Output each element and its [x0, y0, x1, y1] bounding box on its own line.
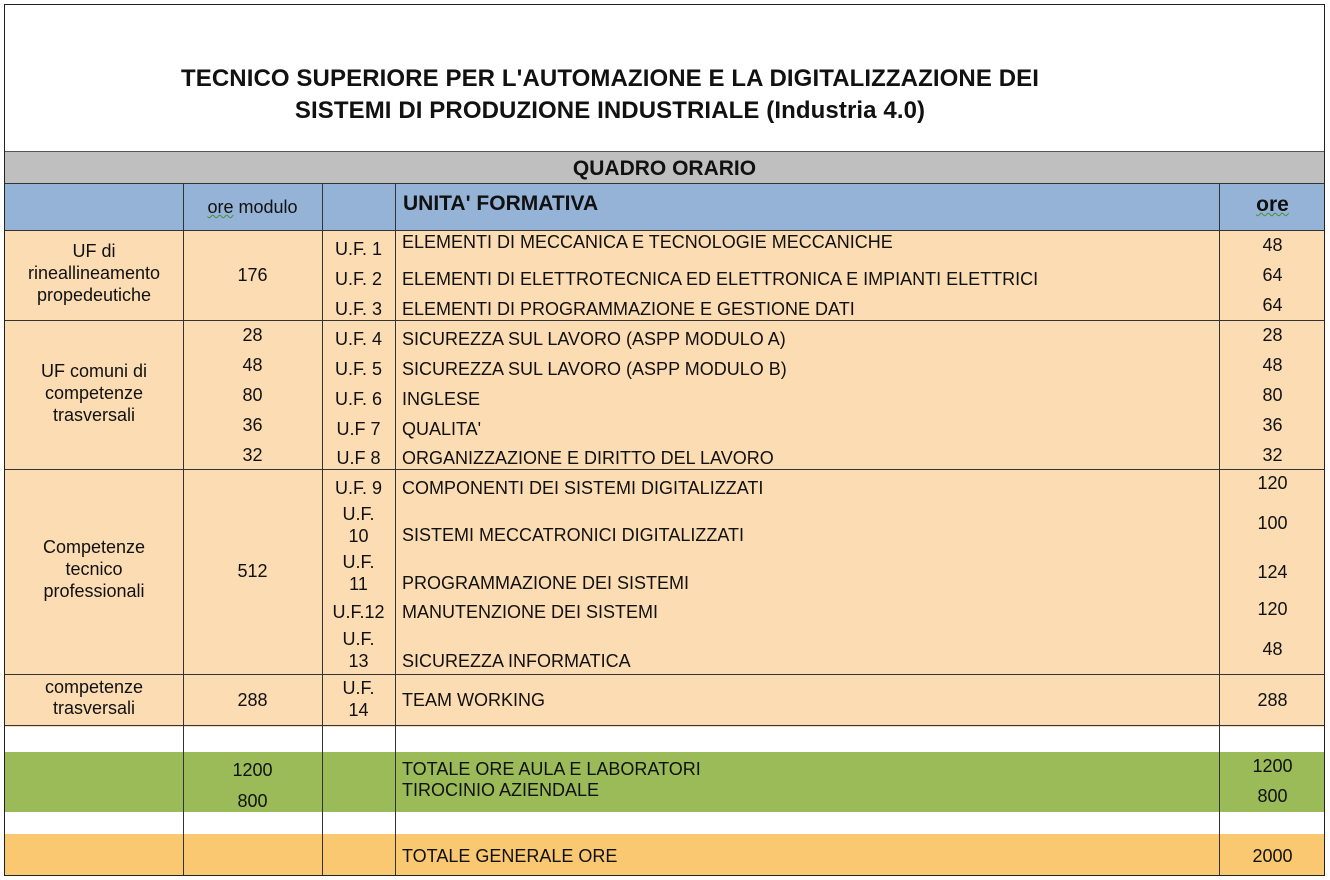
- group-divider-4: [5, 725, 1324, 726]
- total-aula-label: TOTALE ORE AULA E LABORATORI: [402, 759, 701, 779]
- group-label-trasversali: [5, 677, 183, 719]
- unit-code-line: U.F.: [342, 629, 375, 649]
- header-unita-formativa: UNITA' FORMATIVA: [403, 192, 599, 215]
- document-title: [5, 63, 1215, 127]
- unit-code: U.F 8: [336, 448, 381, 468]
- group-label-comuni: [5, 360, 183, 426]
- title-line-2: SISTEMI DI PRODUZIONE INDUSTRIALE (Industria 4.0): [294, 97, 926, 124]
- unit-code: [322, 503, 395, 547]
- total-aula-ore: 1200: [1252, 756, 1293, 776]
- group-label-line: tecnico: [65, 559, 123, 579]
- unit-name: ELEMENTI DI ELETTROTECNICA ED ELETTRONICA E IMPIANTI ELETTRICI: [402, 269, 1039, 289]
- unit-ore: 64: [1262, 265, 1283, 285]
- unit-ore: 32: [1262, 445, 1283, 465]
- header-ore: [1219, 194, 1325, 216]
- unit-code-line: 10: [348, 526, 369, 546]
- col-divider-3: [395, 184, 396, 876]
- unit-code-line: U.F.: [342, 678, 375, 698]
- unit-code: [322, 677, 395, 721]
- unit-ore: 80: [1262, 385, 1283, 405]
- unit-code: U.F. 9: [334, 478, 382, 498]
- group-label-rineallineamento: [5, 240, 183, 306]
- unit-ore: 124: [1257, 562, 1288, 582]
- ore-modulo-value: 28: [242, 325, 263, 345]
- unit-code: [322, 628, 395, 672]
- unit-code-line: 11: [349, 574, 368, 594]
- group-label-line: rineallineamento: [27, 263, 161, 283]
- header-ore-modulo: [183, 196, 322, 218]
- group-label-line: competenze: [44, 677, 144, 697]
- unit-name: TEAM WORKING: [402, 690, 545, 710]
- total-tirocinio-ore: 800: [1257, 786, 1288, 806]
- unit-name: SISTEMI MECCATRONICI DIGITALIZZATI: [402, 525, 745, 545]
- unit-code-line: U.F.: [342, 552, 375, 572]
- grand-total-row: [5, 834, 1324, 876]
- quadro-orario-bar: [5, 151, 1324, 184]
- unit-code-line: U.F.: [342, 504, 375, 524]
- grand-total-ore: 2000: [1252, 846, 1293, 866]
- unit-code: U.F. 1: [334, 239, 382, 259]
- unit-name: SICUREZZA INFORMATICA: [402, 651, 631, 671]
- unit-ore: 64: [1262, 295, 1283, 315]
- quadro-orario-label: QUADRO ORARIO: [572, 157, 757, 180]
- group-divider-1: [5, 320, 1324, 321]
- unit-ore: 120: [1257, 599, 1288, 619]
- total-tirocinio-modulo: 800: [237, 791, 268, 811]
- group-label-line: propedeutiche: [36, 285, 152, 305]
- group-label-line: UF comuni di: [40, 361, 148, 381]
- unit-ore: 48: [1262, 355, 1283, 375]
- group-label-line: competenze: [44, 383, 144, 403]
- total-tirocinio-label: TIROCINIO AZIENDALE: [402, 780, 600, 800]
- unit-name: SICUREZZA SUL LAVORO (ASPP MODULO B): [402, 359, 787, 379]
- unit-name: INGLESE: [402, 389, 481, 409]
- spacer-row-1: [5, 727, 1324, 752]
- unit-code: U.F.12: [332, 602, 385, 622]
- ore-modulo-value: 32: [242, 445, 263, 465]
- total-aula-modulo: 1200: [232, 760, 273, 780]
- spacer-row-2: [5, 812, 1324, 834]
- unit-name: SICUREZZA SUL LAVORO (ASPP MODULO A): [402, 329, 786, 349]
- group-divider-3: [5, 674, 1324, 675]
- unit-ore: 120: [1257, 473, 1288, 493]
- header-ore-modulo-word1: ore: [207, 197, 234, 217]
- ore-modulo-value: 288: [237, 690, 268, 710]
- unit-code: [322, 551, 395, 595]
- title-line-1: TECNICO SUPERIORE PER L'AUTOMAZIONE E LA DIGITALIZZAZIONE DEI: [180, 65, 1040, 92]
- ore-modulo-value: 80: [242, 385, 263, 405]
- totals-labels: [402, 759, 701, 801]
- header-ore-modulo-word2: modulo: [238, 197, 298, 217]
- unit-code-line: 13: [348, 651, 369, 671]
- unit-name: ORGANIZZAZIONE E DIRITTO DEL LAVORO: [402, 448, 774, 468]
- unit-ore: 288: [1257, 690, 1288, 710]
- ore-modulo-value: 512: [237, 561, 268, 581]
- grand-total-label: TOTALE GENERALE ORE: [402, 846, 618, 866]
- unit-code: U.F. 6: [334, 389, 382, 409]
- unit-ore: 28: [1262, 325, 1283, 345]
- unit-code-line: 14: [348, 700, 369, 720]
- unit-ore: 36: [1262, 415, 1283, 435]
- unit-ore: 48: [1262, 235, 1283, 255]
- group-divider-2: [5, 469, 1324, 470]
- unit-code: U.F. 2: [334, 269, 382, 289]
- group-label-line: Competenze: [42, 537, 146, 557]
- ore-modulo-value: 48: [242, 355, 263, 375]
- ore-modulo-value: 176: [237, 265, 268, 285]
- timetable-sheet: [4, 4, 1325, 876]
- group-label-tecnico: [5, 536, 183, 602]
- unit-name: PROGRAMMAZIONE DEI SISTEMI: [402, 573, 690, 593]
- unit-code: U.F. 4: [334, 329, 382, 349]
- unit-ore: 100: [1257, 513, 1288, 533]
- unit-name: COMPONENTI DEI SISTEMI DIGITALIZZATI: [402, 478, 764, 498]
- unit-name: ELEMENTI DI PROGRAMMAZIONE E GESTIONE DATI: [402, 299, 855, 319]
- unit-ore: 48: [1262, 639, 1283, 659]
- unit-code: U.F. 3: [334, 299, 382, 319]
- group-label-line: trasversali: [52, 698, 136, 718]
- group-label-line: UF di: [72, 241, 116, 261]
- group-label-line: professionali: [43, 581, 145, 601]
- unit-name: ELEMENTI DI MECCANICA E TECNOLOGIE MECCANICHE: [402, 232, 893, 252]
- unit-name: MANUTENZIONE DEI SISTEMI: [402, 602, 659, 622]
- unit-code: U.F. 5: [334, 359, 382, 379]
- unit-name: QUALITA': [402, 419, 482, 439]
- group-label-line: trasversali: [52, 405, 136, 425]
- unit-code: U.F 7: [336, 419, 381, 439]
- ore-modulo-value: 36: [242, 415, 263, 435]
- header-ore-word: ore: [1256, 193, 1289, 216]
